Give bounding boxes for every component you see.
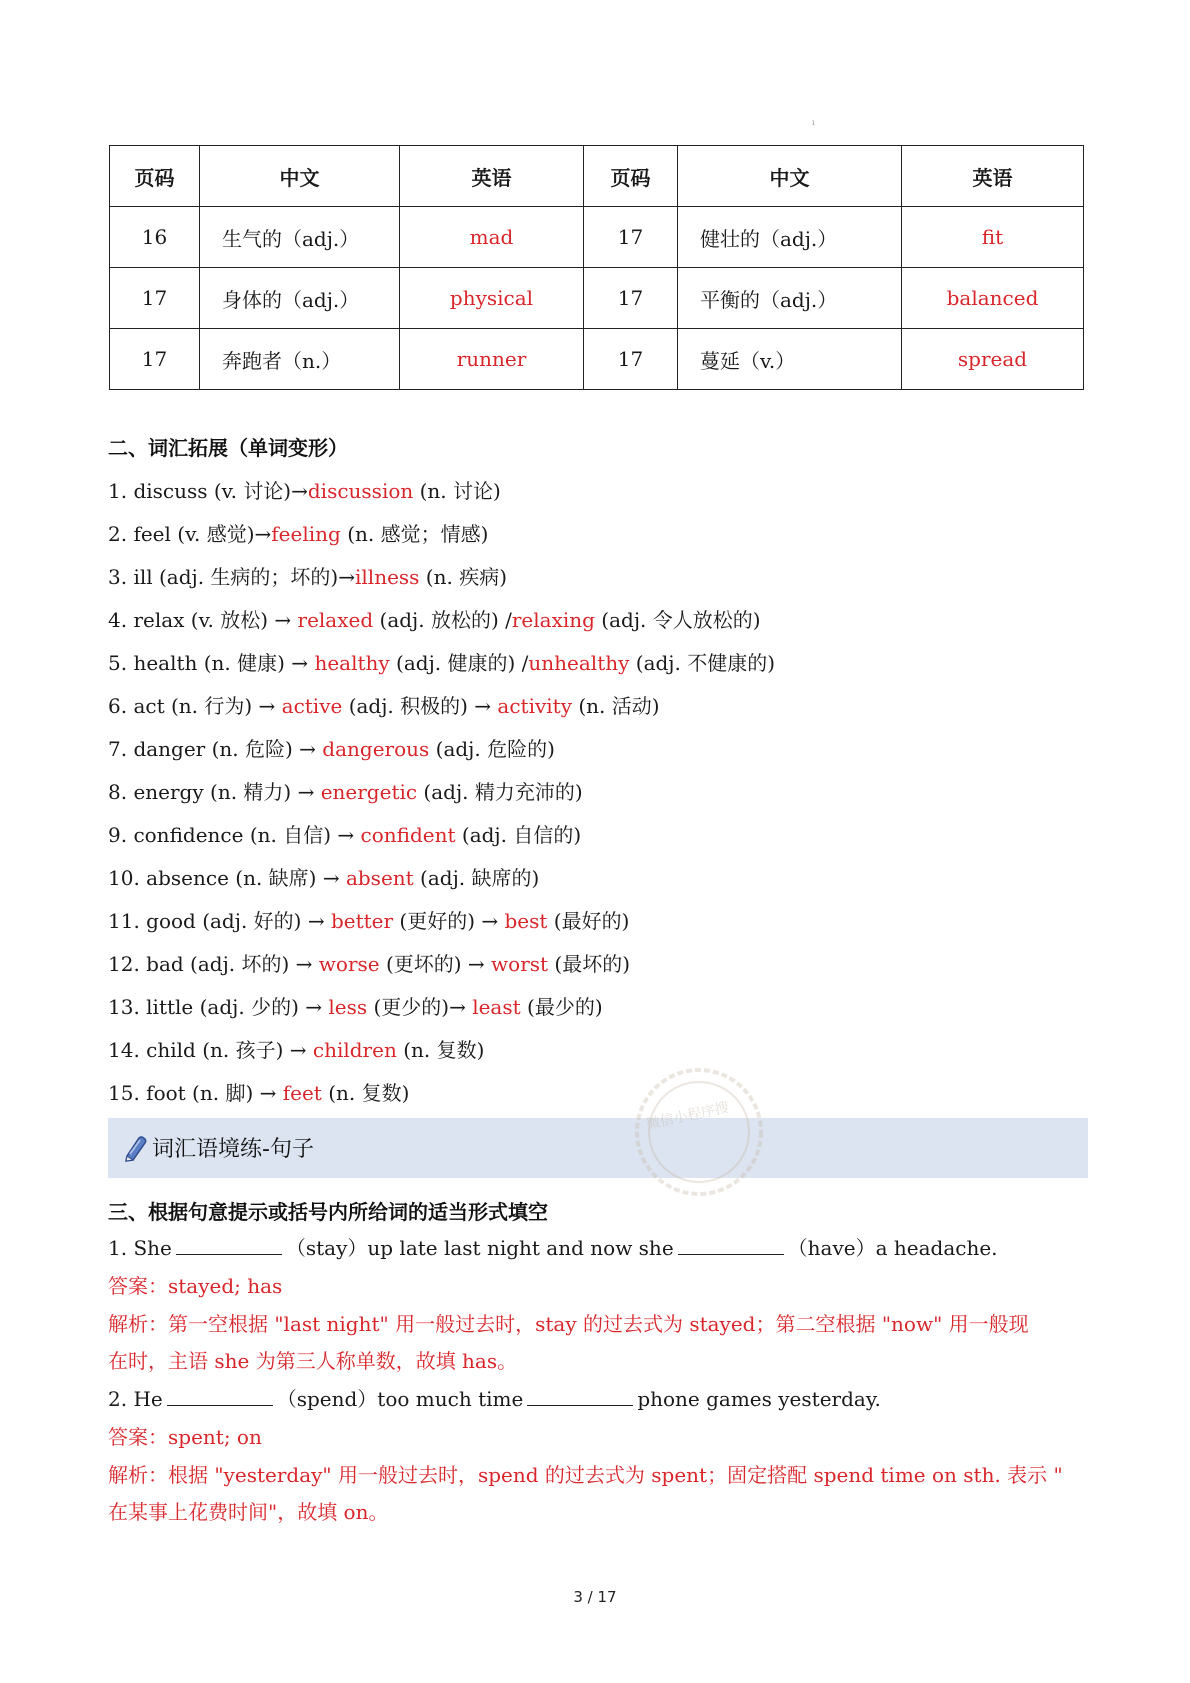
header-page-1: 页码 [110, 146, 200, 207]
cell-page: 16 [110, 207, 200, 268]
context-practice-banner [108, 1118, 1088, 1178]
list-item [108, 685, 1088, 728]
q1-part-a: 1. She [108, 1236, 172, 1260]
list-text: (最少的) [520, 995, 603, 1019]
answer-word: best [504, 909, 548, 933]
cell-english: mad [400, 207, 584, 268]
list-text: (adj. 健康的) / [389, 651, 529, 675]
cell-page: 17 [110, 268, 200, 329]
q1-part-c: （have）a headache. [787, 1236, 998, 1260]
q2-blank-1[interactable] [167, 1385, 273, 1406]
answer-word: relaxed [297, 608, 374, 632]
list-item [108, 857, 1088, 900]
list-text: (adj. 不健康的) [629, 651, 776, 675]
q2-explanation-line-2: 在某事上花费时间"，故填 on。 [108, 1500, 389, 1524]
list-text: 6. act (n. 行为) → [108, 694, 282, 718]
cell-english: runner [400, 329, 584, 390]
list-item [108, 642, 1088, 685]
answer-word: absent [345, 866, 414, 890]
cell-page: 17 [584, 207, 678, 268]
cell-page: 17 [584, 268, 678, 329]
pencil-icon [122, 1134, 148, 1162]
list-item [108, 943, 1088, 986]
header-english-1: 英语 [400, 146, 584, 207]
list-text: 13. little (adj. 少的) → [108, 995, 329, 1019]
list-text: 7. danger (n. 危险) → [108, 737, 323, 761]
answer-word: relaxing [511, 608, 595, 632]
list-text: 8. energy (n. 精力) → [108, 780, 321, 804]
list-item [108, 814, 1088, 857]
list-item [108, 556, 1088, 599]
list-text: (n. 疾病) [419, 565, 507, 589]
list-text: (adj. 精力充沛的) [417, 780, 583, 804]
q2-part-c: phone games yesterday. [637, 1387, 881, 1411]
answer-word: confident [360, 823, 456, 847]
list-text: 1. discuss (v. 讨论)→ [108, 479, 308, 503]
answer-word: dangerous [322, 737, 430, 761]
cell-chinese: 平衡的（adj.） [678, 268, 902, 329]
list-item [108, 1072, 1088, 1115]
cell-chinese: 蔓延（v.） [678, 329, 902, 390]
q1-answer: 答案：stayed; has [108, 1274, 283, 1298]
q2-explanation-line-1: 解析：根据 "yesterday" 用一般过去时，spend 的过去式为 spent；固定搭配 spend time on sth. 表示 " [108, 1463, 1063, 1487]
answer-word: worse [318, 952, 380, 976]
section-2-title: 二、词汇拓展（单词变形） [108, 436, 348, 460]
list-text: (更好的) → [393, 909, 505, 933]
list-text: (更少的)→ [367, 995, 473, 1019]
list-text: (n. 复数) [321, 1081, 410, 1105]
list-text: (adj. 危险的) [429, 737, 555, 761]
word-forms-list [108, 470, 1088, 1115]
cell-chinese: 身体的（adj.） [200, 268, 400, 329]
cell-chinese: 健壮的（adj.） [678, 207, 902, 268]
header-english-2: 英语 [902, 146, 1084, 207]
page-number: 3 / 17 [573, 1588, 617, 1606]
q2-part-b: （spend）too much time [276, 1387, 524, 1411]
list-text: 10. absence (n. 缺席) → [108, 866, 346, 890]
answer-word: children [312, 1038, 397, 1062]
list-text: (n. 复数) [396, 1038, 485, 1062]
list-item [108, 900, 1088, 943]
q1-blank-2[interactable] [678, 1234, 784, 1255]
watermark-seal [625, 1062, 773, 1202]
question-1 [108, 1230, 1088, 1267]
header-chinese-2: 中文 [678, 146, 902, 207]
list-text: (n. 活动) [572, 694, 660, 718]
list-text: 9. confidence (n. 自信) → [108, 823, 361, 847]
q2-answer: 答案：spent; on [108, 1425, 262, 1449]
answer-word: least [472, 995, 521, 1019]
vocabulary-table [109, 145, 1084, 390]
list-text: 3. ill (adj. 生病的；坏的)→ [108, 565, 355, 589]
list-text: 12. bad (adj. 坏的) → [108, 952, 319, 976]
q1-explanation-line-2: 在时，主语 she 为第三人称单数，故填 has。 [108, 1349, 518, 1373]
list-text: (adj. 放松的) / [373, 608, 512, 632]
answer-word: unhealthy [528, 651, 630, 675]
list-text: 15. foot (n. 脚) → [108, 1081, 283, 1105]
q1-blank-1[interactable] [176, 1234, 282, 1255]
section-3-title: 三、根据句意提示或括号内所给词的适当形式填空 [108, 1200, 548, 1224]
table-row [110, 329, 1084, 390]
table-row [110, 268, 1084, 329]
answer-word: energetic [320, 780, 418, 804]
answer-word: healthy [314, 651, 390, 675]
table-row [110, 207, 1084, 268]
list-text: (最好的) [547, 909, 630, 933]
list-text: (n. 讨论) [413, 479, 501, 503]
list-text: 14. child (n. 孩子) → [108, 1038, 313, 1062]
answer-word: less [328, 995, 368, 1019]
answer-word: better [330, 909, 394, 933]
watermark-text: 微信小程序搜 [644, 1099, 731, 1133]
q2-blank-2[interactable] [527, 1385, 633, 1406]
list-text: (更坏的) → [379, 952, 492, 976]
cell-page: 17 [110, 329, 200, 390]
header-page-2: 页码 [584, 146, 678, 207]
question-2 [108, 1381, 1088, 1418]
list-item [108, 986, 1088, 1029]
answer-word: worst [491, 952, 549, 976]
list-item [108, 771, 1088, 814]
page-mark: ı [812, 118, 815, 127]
answer-word: illness [355, 565, 420, 589]
list-text: (最坏的) [548, 952, 631, 976]
banner-title: 词汇语境练-句子 [152, 1137, 314, 1162]
cell-english: balanced [902, 268, 1084, 329]
list-text: (adj. 缺席的) [413, 866, 540, 890]
answer-word: discussion [307, 479, 414, 503]
header-chinese-1: 中文 [200, 146, 400, 207]
list-text: 5. health (n. 健康) → [108, 651, 315, 675]
table-header-row [110, 146, 1084, 207]
list-text: (adj. 积极的) → [342, 694, 498, 718]
answer-word: feet [282, 1081, 322, 1105]
answer-word: feeling [271, 522, 341, 546]
list-text: (adj. 自信的) [455, 823, 582, 847]
list-item [108, 728, 1088, 771]
list-item [108, 599, 1088, 642]
list-item [108, 470, 1088, 513]
list-text: 11. good (adj. 好的) → [108, 909, 331, 933]
q2-part-a: 2. He [108, 1387, 163, 1411]
list-text: (adj. 令人放松的) [594, 608, 761, 632]
cell-english: physical [400, 268, 584, 329]
cell-chinese: 奔跑者（n.） [200, 329, 400, 390]
q1-part-b: （stay）up late last night and now she [285, 1236, 674, 1260]
list-text: 4. relax (v. 放松) → [108, 608, 298, 632]
q1-explanation-line-1: 解析：第一空根据 "last night" 用一般过去时，stay 的过去式为 stayed；第二空根据 "now" 用一般现 [108, 1312, 1029, 1336]
cell-english: fit [902, 207, 1084, 268]
answer-word: activity [497, 694, 573, 718]
list-item [108, 1029, 1088, 1072]
cell-chinese: 生气的（adj.） [200, 207, 400, 268]
list-text: 2. feel (v. 感觉)→ [108, 522, 272, 546]
list-text: (n. 感觉；情感) [340, 522, 489, 546]
answer-word: active [281, 694, 343, 718]
cell-english: spread [902, 329, 1084, 390]
list-item [108, 513, 1088, 556]
cell-page: 17 [584, 329, 678, 390]
